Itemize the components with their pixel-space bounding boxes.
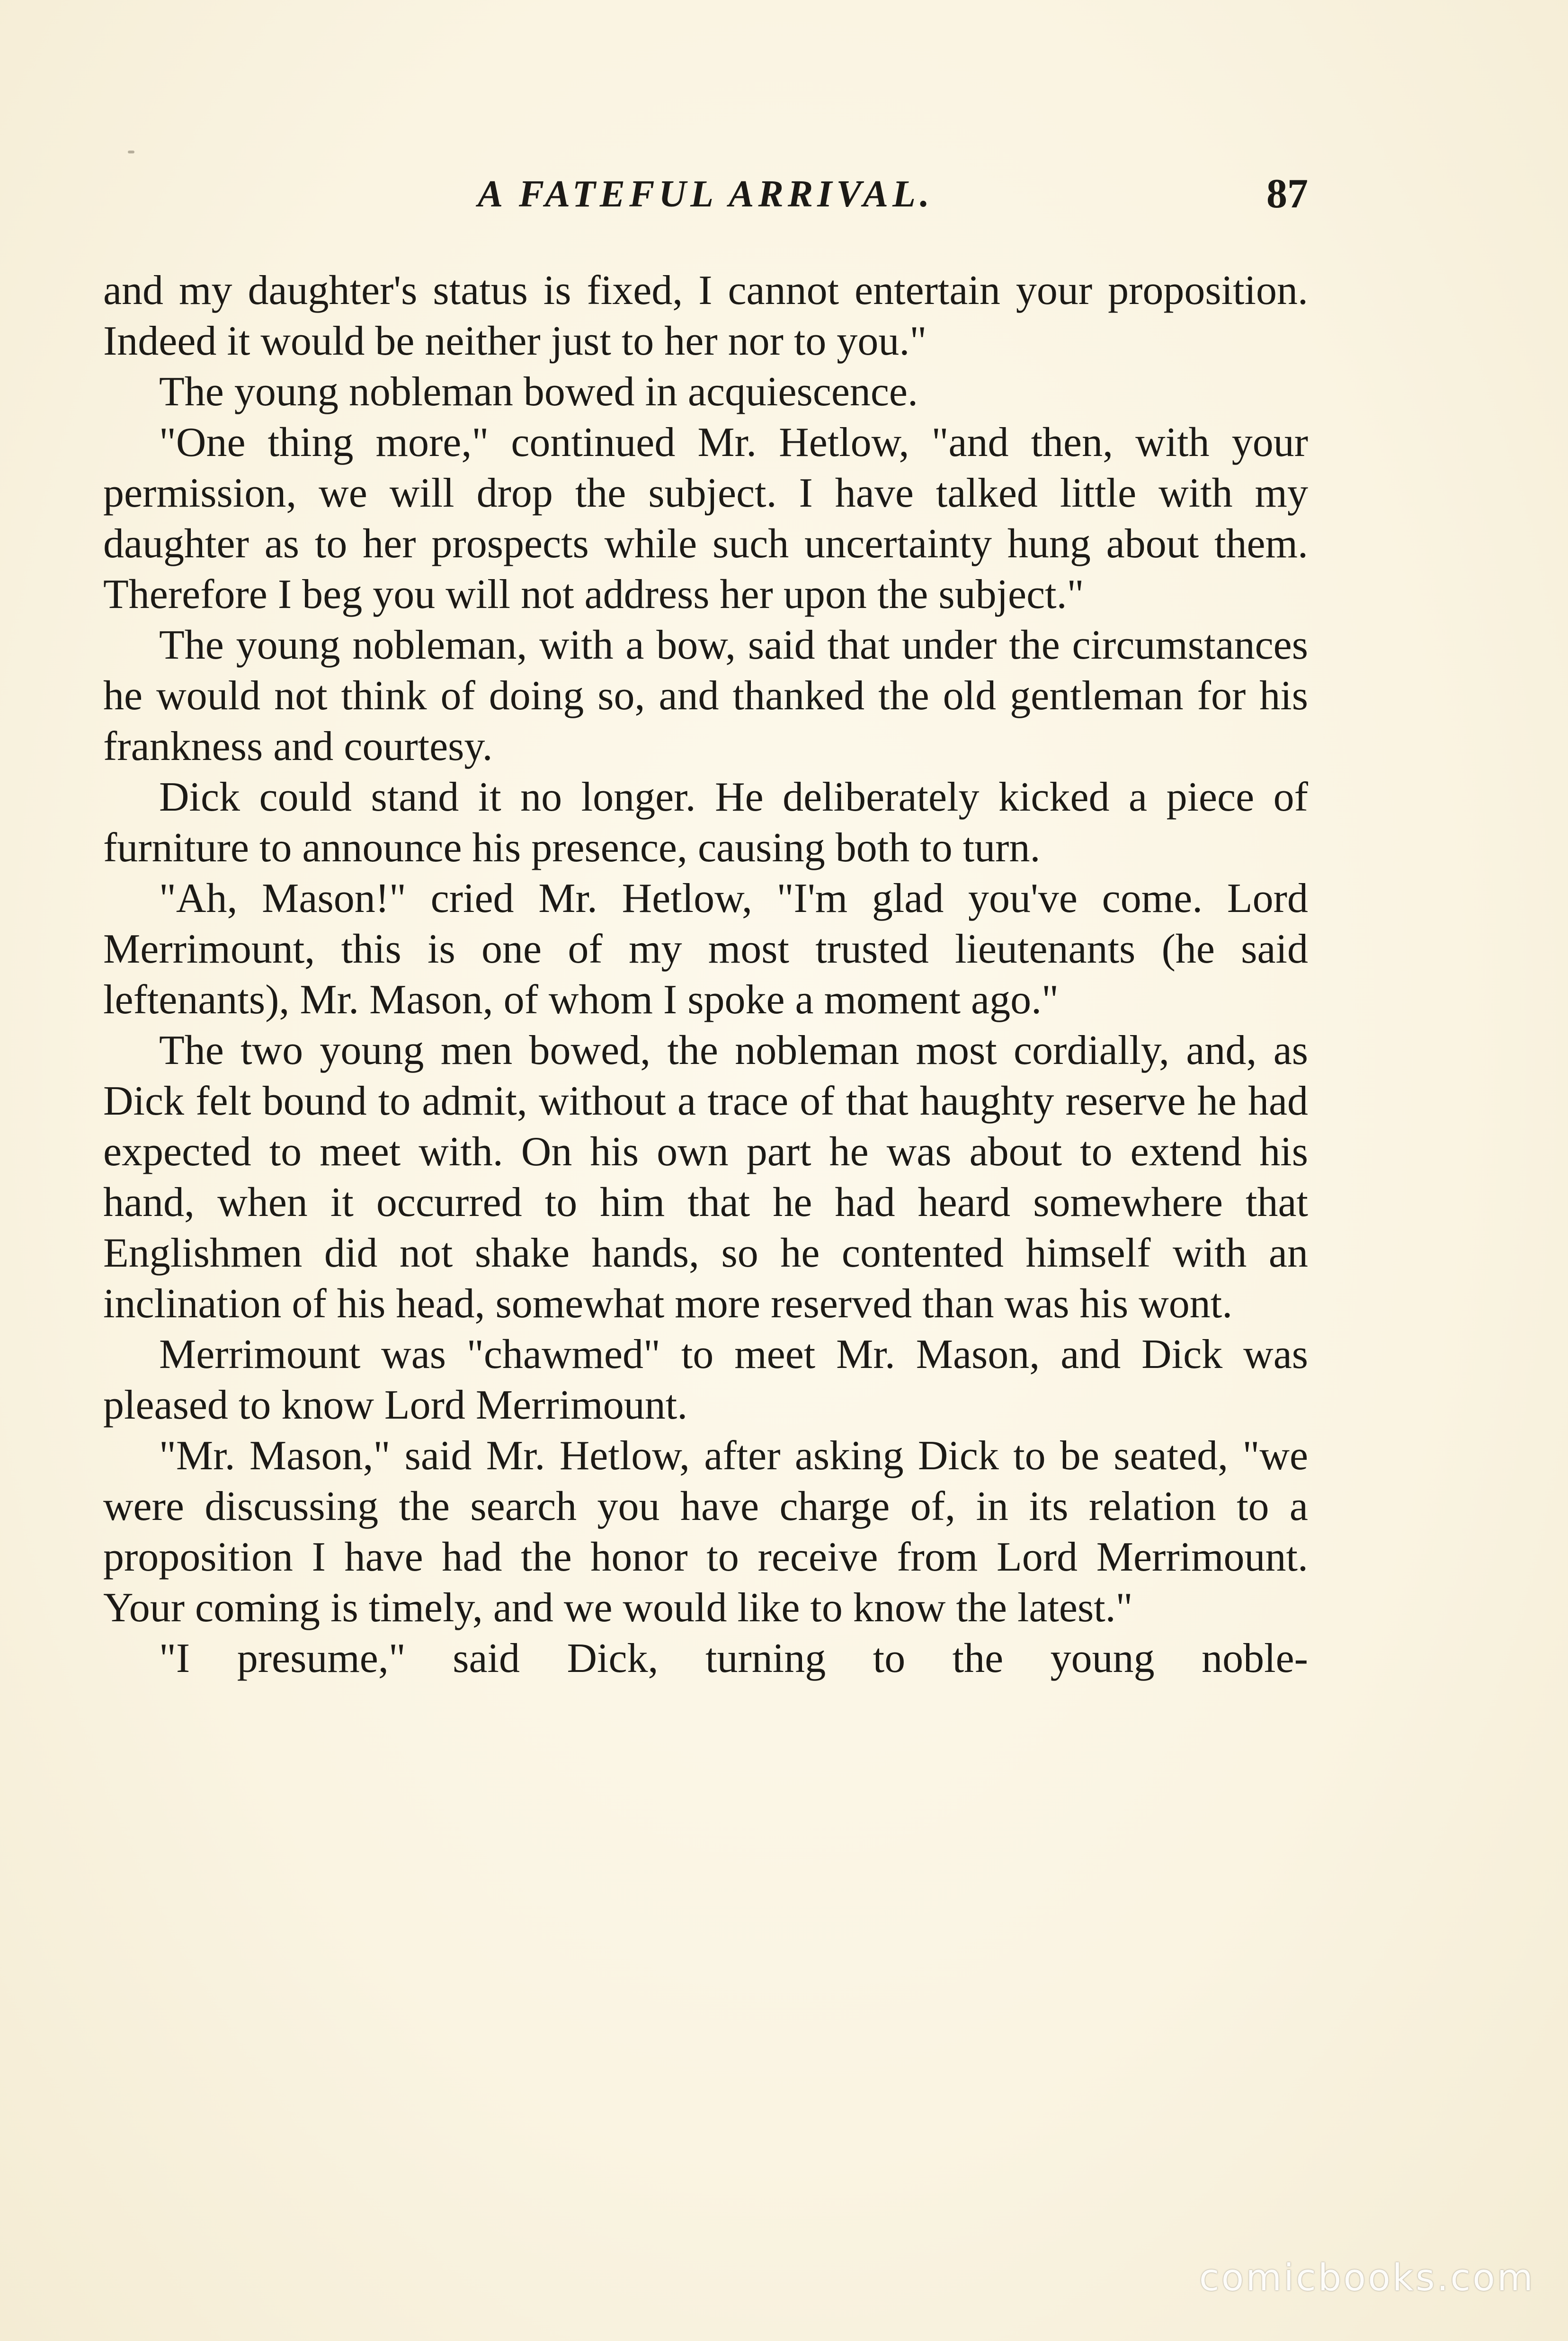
paragraph: The young nobleman, with a bow, said that under the circumstances he would not think of doing so, and thanked the old gentleman for his frankness and courtesy. [103,622,1308,769]
paragraph: The two young men bowed, the nobleman most cordially, and, as Dick felt bound to admit, without a trace of that haughty reserve he had expected to meet with. On his own part he was about to extend his hand, when it occurred to him that he had heard somewhere that Englishmen did not shake hands, so he contented himself with an inclination of his head, somewhat more reserved than was his wont. [103,1028,1308,1327]
paragraph: "One thing more," continued Mr. Hetlow, "and then, with your permission, we will drop the subject. I have talked little with my daughter as to her prospects while such uncertainty hung about them. Therefore I beg you will not address her upon the subject." [103,420,1308,617]
body-text [103,265,1308,1684]
paragraph: The young nobleman bowed in acquiescence. [159,369,918,415]
page-number: 87 [1266,171,1308,217]
paragraph: Merrimount was "chawmed" to meet Mr. Mason, and Dick was pleased to know Lord Merrimount. [103,1331,1308,1428]
paragraph: Dick could stand it no longer. He deliberately kicked a piece of furniture to announce his presence, causing both to turn. [103,774,1308,871]
ink-speck [128,151,134,153]
paragraph-continuation: and my daughter's status is fixed, I cannot entertain your proposition. Indeed it would be neither just to her nor to you." [103,268,1308,364]
paragraph: "I presume," said Dick, turning to the young noble- [159,1635,1308,1681]
paragraph: "Ah, Mason!" cried Mr. Hetlow, "I'm glad you've come. Lord Merrimount, this is one of my most trusted lieutenants (he said leftenants), Mr. Mason, of whom I spoke a moment ago." [103,876,1308,1023]
running-head [103,166,1308,223]
watermark: comicbooks.com [1199,2257,1535,2299]
chapter-title: A FATEFUL ARRIVAL. [477,173,934,215]
paragraph: "Mr. Mason," said Mr. Hetlow, after asking Dick to be seated, "we were discussing the search you have charge of, in its relation to a proposition I have had the honor to receive from Lord Merrimount. Your coming is timely, and we would like to know the latest." [103,1433,1308,1631]
